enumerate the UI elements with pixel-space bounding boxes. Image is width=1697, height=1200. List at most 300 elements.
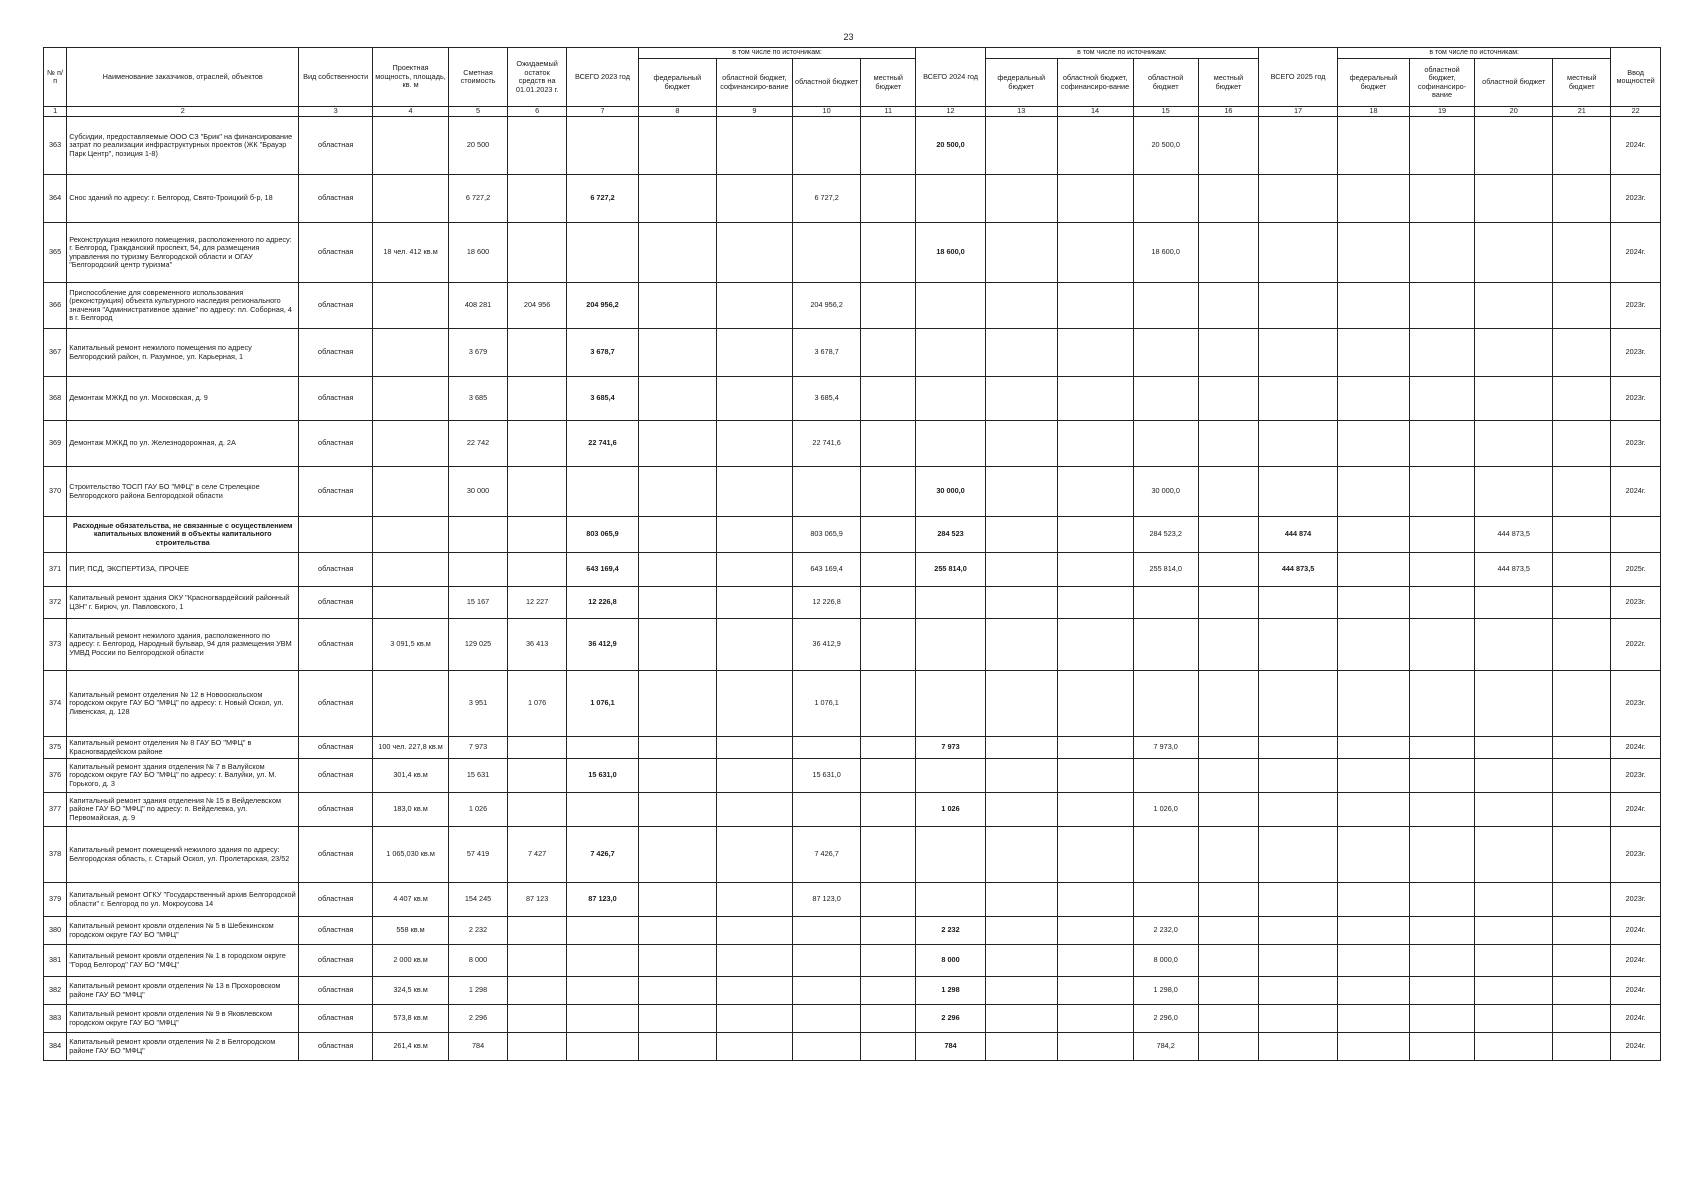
local-2025 — [1553, 587, 1611, 619]
federal-2025 — [1338, 329, 1410, 377]
regional-2024 — [1133, 587, 1198, 619]
commission-year: 2024г. — [1611, 917, 1661, 945]
total-2024 — [916, 827, 986, 883]
header-no: № п/п — [44, 48, 67, 107]
total-2023: 643 169,4 — [567, 553, 639, 587]
regional-cofin-2024 — [1057, 329, 1133, 377]
federal-2024 — [985, 977, 1057, 1005]
column-number: 14 — [1057, 107, 1133, 117]
header-capacity: Проектная мощность, площадь, кв. м — [373, 48, 449, 107]
expected-balance — [508, 917, 567, 945]
federal-2024 — [985, 827, 1057, 883]
federal-2023 — [638, 1005, 716, 1033]
total-2023 — [567, 1033, 639, 1061]
regional-cofin-2024 — [1057, 421, 1133, 467]
expected-balance — [508, 977, 567, 1005]
federal-2023 — [638, 283, 716, 329]
regional-cofin-2023 — [716, 329, 792, 377]
total-2025 — [1259, 619, 1338, 671]
regional-cofin-2024 — [1057, 737, 1133, 759]
commission-year: 2023г. — [1611, 283, 1661, 329]
ownership — [299, 517, 373, 553]
estimated-cost: 6 727,2 — [449, 175, 508, 223]
regional-cofin-2024 — [1057, 117, 1133, 175]
local-2023 — [861, 827, 916, 883]
column-number: 22 — [1611, 107, 1661, 117]
total-2024: 255 814,0 — [916, 553, 986, 587]
local-2024 — [1198, 917, 1258, 945]
header-local-2025: местный бюджет — [1553, 59, 1611, 107]
regional-2025 — [1475, 619, 1553, 671]
total-2024 — [916, 619, 986, 671]
table-row — [44, 587, 1661, 619]
total-2023: 3 685,4 — [567, 377, 639, 421]
local-2024 — [1198, 421, 1258, 467]
local-2025 — [1553, 619, 1611, 671]
regional-2023: 643 169,4 — [792, 553, 861, 587]
federal-2025 — [1338, 587, 1410, 619]
ownership: областная — [299, 553, 373, 587]
object-name: Капитальный ремонт здания отделения № 15 в Вейделевском районе ГАУ БО "МФЦ" по адресу: п. Вейделевка, ул. Первомайская, д. 9 — [67, 793, 299, 827]
estimated-cost: 57 419 — [449, 827, 508, 883]
regional-2024 — [1133, 175, 1198, 223]
federal-2024 — [985, 737, 1057, 759]
regional-2023 — [792, 917, 861, 945]
header-local-2024: местный бюджет — [1198, 59, 1258, 107]
column-number: 12 — [916, 107, 986, 117]
federal-2024 — [985, 759, 1057, 793]
total-2023 — [567, 917, 639, 945]
federal-2024 — [985, 619, 1057, 671]
regional-2023: 3 678,7 — [792, 329, 861, 377]
capacity: 301,4 кв.м — [373, 759, 449, 793]
local-2023 — [861, 759, 916, 793]
regional-cofin-2024 — [1057, 945, 1133, 977]
ownership: областная — [299, 175, 373, 223]
estimated-cost: 1 298 — [449, 977, 508, 1005]
regional-cofin-2024 — [1057, 917, 1133, 945]
ownership: областная — [299, 883, 373, 917]
federal-2025 — [1338, 883, 1410, 917]
total-2025 — [1259, 587, 1338, 619]
total-2025 — [1259, 793, 1338, 827]
commission-year: 2024г. — [1611, 977, 1661, 1005]
regional-2025 — [1475, 223, 1553, 283]
regional-2025 — [1475, 827, 1553, 883]
regional-2024 — [1133, 671, 1198, 737]
federal-2025 — [1338, 117, 1410, 175]
regional-2024: 1 298,0 — [1133, 977, 1198, 1005]
regional-cofin-2025 — [1409, 1033, 1474, 1061]
regional-2025 — [1475, 737, 1553, 759]
capacity: 18 чел. 412 кв.м — [373, 223, 449, 283]
total-2023 — [567, 977, 639, 1005]
estimated-cost: 22 742 — [449, 421, 508, 467]
local-2023 — [861, 421, 916, 467]
regional-2024 — [1133, 377, 1198, 421]
total-2024 — [916, 759, 986, 793]
commission-year: 2023г. — [1611, 329, 1661, 377]
header-regional-2024: областной бюджет — [1133, 59, 1198, 107]
estimated-cost: 2 232 — [449, 917, 508, 945]
regional-cofin-2025 — [1409, 793, 1474, 827]
regional-cofin-2024 — [1057, 283, 1133, 329]
header-sources-2025: в том числе по источникам: — [1338, 48, 1611, 59]
federal-2023 — [638, 671, 716, 737]
estimated-cost: 15 167 — [449, 587, 508, 619]
regional-2025 — [1475, 793, 1553, 827]
total-2024: 784 — [916, 1033, 986, 1061]
estimated-cost: 408 281 — [449, 283, 508, 329]
object-name: Капитальный ремонт кровли отделения № 5 в Шебекинском городском округе ГАУ БО "МФЦ" — [67, 917, 299, 945]
local-2025 — [1553, 223, 1611, 283]
commission-year: 2024г. — [1611, 117, 1661, 175]
local-2023 — [861, 619, 916, 671]
regional-cofin-2023 — [716, 517, 792, 553]
total-2023: 87 123,0 — [567, 883, 639, 917]
group-row — [44, 517, 1661, 553]
table-row — [44, 329, 1661, 377]
local-2024 — [1198, 467, 1258, 517]
expected-balance — [508, 1005, 567, 1033]
federal-2023 — [638, 587, 716, 619]
estimated-cost: 3 951 — [449, 671, 508, 737]
federal-2023 — [638, 759, 716, 793]
local-2023 — [861, 283, 916, 329]
estimated-cost: 3 679 — [449, 329, 508, 377]
total-2023 — [567, 793, 639, 827]
local-2025 — [1553, 467, 1611, 517]
regional-2024 — [1133, 759, 1198, 793]
object-name: Демонтаж МЖКД по ул. Московская, д. 9 — [67, 377, 299, 421]
capacity — [373, 283, 449, 329]
header-sources-2023: в том числе по источникам: — [638, 48, 915, 59]
table-row — [44, 977, 1661, 1005]
regional-cofin-2023 — [716, 587, 792, 619]
local-2025 — [1553, 977, 1611, 1005]
federal-2023 — [638, 1033, 716, 1061]
estimated-cost: 15 631 — [449, 759, 508, 793]
total-2023 — [567, 945, 639, 977]
federal-2023 — [638, 945, 716, 977]
local-2025 — [1553, 377, 1611, 421]
header-regional-cofin-2024: областной бюджет, софинансиро-вание — [1057, 59, 1133, 107]
capacity — [373, 671, 449, 737]
expected-balance — [508, 117, 567, 175]
expected-balance — [508, 517, 567, 553]
regional-cofin-2025 — [1409, 421, 1474, 467]
federal-2023 — [638, 827, 716, 883]
local-2024 — [1198, 223, 1258, 283]
total-2023: 803 065,9 — [567, 517, 639, 553]
total-2025 — [1259, 377, 1338, 421]
header-federal-2025: федеральный бюджет — [1338, 59, 1410, 107]
local-2024 — [1198, 1033, 1258, 1061]
table-row — [44, 553, 1661, 587]
regional-cofin-2024 — [1057, 619, 1133, 671]
federal-2025 — [1338, 827, 1410, 883]
regional-cofin-2024 — [1057, 223, 1133, 283]
ownership: областная — [299, 117, 373, 175]
total-2024 — [916, 283, 986, 329]
federal-2025 — [1338, 467, 1410, 517]
object-name: Реконструкция нежилого помещения, расположенного по адресу: г. Белгород, Гражданский проспект, 54, для размещения управления по туризму Белгородской области и ОГАУ "Белгородский центр туризма" — [67, 223, 299, 283]
capacity: 573,8 кв.м — [373, 1005, 449, 1033]
header-name: Наименование заказчиков, отраслей, объектов — [67, 48, 299, 107]
estimated-cost: 3 685 — [449, 377, 508, 421]
total-2024: 20 500,0 — [916, 117, 986, 175]
row-number: 366 — [44, 283, 67, 329]
object-name: Капитальный ремонт здания ОКУ "Красногвардейский районный ЦЗН" г. Бирюч, ул. Павловского, 1 — [67, 587, 299, 619]
expected-balance — [508, 553, 567, 587]
table-row — [44, 377, 1661, 421]
total-2024 — [916, 671, 986, 737]
estimated-cost: 129 025 — [449, 619, 508, 671]
commission-year: 2023г. — [1611, 759, 1661, 793]
regional-cofin-2024 — [1057, 793, 1133, 827]
estimated-cost — [449, 517, 508, 553]
regional-cofin-2023 — [716, 977, 792, 1005]
local-2024 — [1198, 793, 1258, 827]
object-name: Капитальный ремонт ОГКУ "Государственный архив Белгородской области" г. Белгород по ул. Мокроусова 14 — [67, 883, 299, 917]
header-total-2023: ВСЕГО 2023 год — [567, 48, 639, 107]
total-2023: 22 741,6 — [567, 421, 639, 467]
regional-cofin-2024 — [1057, 1033, 1133, 1061]
commission-year: 2023г. — [1611, 883, 1661, 917]
commission-year: 2023г. — [1611, 421, 1661, 467]
regional-cofin-2023 — [716, 283, 792, 329]
commission-year: 2024г. — [1611, 1033, 1661, 1061]
regional-2025 — [1475, 377, 1553, 421]
total-2025 — [1259, 945, 1338, 977]
federal-2023 — [638, 977, 716, 1005]
regional-cofin-2025 — [1409, 553, 1474, 587]
regional-cofin-2023 — [716, 467, 792, 517]
regional-cofin-2024 — [1057, 883, 1133, 917]
regional-2025 — [1475, 421, 1553, 467]
regional-cofin-2025 — [1409, 619, 1474, 671]
expected-balance — [508, 759, 567, 793]
local-2025 — [1553, 945, 1611, 977]
total-2025 — [1259, 1005, 1338, 1033]
commission-year: 2024г. — [1611, 1005, 1661, 1033]
regional-2023: 6 727,2 — [792, 175, 861, 223]
column-number: 17 — [1259, 107, 1338, 117]
header-regional-2023: областной бюджет — [792, 59, 861, 107]
regional-2025 — [1475, 329, 1553, 377]
ownership: областная — [299, 587, 373, 619]
table-row — [44, 1005, 1661, 1033]
total-2024: 284 523 — [916, 517, 986, 553]
regional-cofin-2025 — [1409, 671, 1474, 737]
regional-2023: 12 226,8 — [792, 587, 861, 619]
local-2024 — [1198, 737, 1258, 759]
local-2024 — [1198, 377, 1258, 421]
federal-2024 — [985, 945, 1057, 977]
regional-2024 — [1133, 421, 1198, 467]
regional-cofin-2023 — [716, 421, 792, 467]
regional-cofin-2023 — [716, 1033, 792, 1061]
regional-cofin-2025 — [1409, 759, 1474, 793]
commission-year: 2023г. — [1611, 671, 1661, 737]
regional-cofin-2024 — [1057, 175, 1133, 223]
regional-cofin-2025 — [1409, 827, 1474, 883]
local-2023 — [861, 1005, 916, 1033]
total-2025 — [1259, 117, 1338, 175]
local-2023 — [861, 329, 916, 377]
object-name: Капитальный ремонт кровли отделения № 1 в городском округе "Город Белгород" ГАУ БО "МФЦ" — [67, 945, 299, 977]
local-2025 — [1553, 671, 1611, 737]
column-number: 13 — [985, 107, 1057, 117]
local-2023 — [861, 671, 916, 737]
regional-2023 — [792, 117, 861, 175]
column-number: 5 — [449, 107, 508, 117]
total-2023 — [567, 117, 639, 175]
regional-2024 — [1133, 883, 1198, 917]
federal-2023 — [638, 377, 716, 421]
regional-2025: 444 873,5 — [1475, 517, 1553, 553]
regional-2023 — [792, 1005, 861, 1033]
ownership: областная — [299, 977, 373, 1005]
local-2024 — [1198, 945, 1258, 977]
object-name: Субсидии, предоставляемые ООО СЗ "Брик" на финансирование затрат по реализации инфраструктурных проектов (ЖК "Брауэр Парк Центр", позиция 1-8) — [67, 117, 299, 175]
total-2023 — [567, 467, 639, 517]
estimated-cost: 18 600 — [449, 223, 508, 283]
column-number: 8 — [638, 107, 716, 117]
regional-cofin-2023 — [716, 945, 792, 977]
total-2024: 1 298 — [916, 977, 986, 1005]
local-2025 — [1553, 827, 1611, 883]
commission-year: 2024г. — [1611, 737, 1661, 759]
capacity — [373, 467, 449, 517]
column-number: 10 — [792, 107, 861, 117]
estimated-cost — [449, 553, 508, 587]
total-2024 — [916, 421, 986, 467]
page-number: 23 — [843, 32, 854, 42]
local-2024 — [1198, 283, 1258, 329]
commission-year: 2025г. — [1611, 553, 1661, 587]
capacity: 183,0 кв.м — [373, 793, 449, 827]
federal-2024 — [985, 117, 1057, 175]
regional-2025 — [1475, 671, 1553, 737]
federal-2025 — [1338, 619, 1410, 671]
expected-balance — [508, 175, 567, 223]
regional-2025 — [1475, 1033, 1553, 1061]
expected-balance: 36 413 — [508, 619, 567, 671]
table-row — [44, 283, 1661, 329]
regional-cofin-2025 — [1409, 917, 1474, 945]
regional-2024: 784,2 — [1133, 1033, 1198, 1061]
federal-2024 — [985, 587, 1057, 619]
total-2024: 1 026 — [916, 793, 986, 827]
table-row — [44, 671, 1661, 737]
object-name: Демонтаж МЖКД по ул. Железнодорожная, д. 2А — [67, 421, 299, 467]
regional-2024: 255 814,0 — [1133, 553, 1198, 587]
estimated-cost: 8 000 — [449, 945, 508, 977]
table-row — [44, 117, 1661, 175]
ownership: областная — [299, 377, 373, 421]
investment-table — [43, 47, 1661, 1061]
object-name: Капитальный ремонт нежилого помещения по адресу Белгородский район, п. Разумное, ул. Карьерная, 1 — [67, 329, 299, 377]
ownership: областная — [299, 737, 373, 759]
local-2025 — [1553, 421, 1611, 467]
row-number: 370 — [44, 467, 67, 517]
regional-cofin-2025 — [1409, 117, 1474, 175]
commission-year: 2023г. — [1611, 587, 1661, 619]
row-number: 380 — [44, 917, 67, 945]
local-2025 — [1553, 329, 1611, 377]
capacity: 2 000 кв.м — [373, 945, 449, 977]
table-row — [44, 759, 1661, 793]
total-2025 — [1259, 671, 1338, 737]
federal-2023 — [638, 517, 716, 553]
total-2024: 8 000 — [916, 945, 986, 977]
header-sources-2024: в том числе по источникам: — [985, 48, 1258, 59]
regional-2025 — [1475, 917, 1553, 945]
local-2023 — [861, 553, 916, 587]
total-2025 — [1259, 977, 1338, 1005]
table-row — [44, 467, 1661, 517]
total-2023: 3 678,7 — [567, 329, 639, 377]
local-2023 — [861, 945, 916, 977]
header-regional-2025: областной бюджет — [1475, 59, 1553, 107]
capacity — [373, 587, 449, 619]
local-2024 — [1198, 671, 1258, 737]
ownership: областная — [299, 223, 373, 283]
total-2024 — [916, 175, 986, 223]
estimated-cost: 154 245 — [449, 883, 508, 917]
federal-2023 — [638, 553, 716, 587]
commission-year: 2024г. — [1611, 793, 1661, 827]
regional-cofin-2023 — [716, 917, 792, 945]
federal-2025 — [1338, 1005, 1410, 1033]
regional-2025 — [1475, 283, 1553, 329]
federal-2024 — [985, 793, 1057, 827]
column-number: 6 — [508, 107, 567, 117]
table-row — [44, 945, 1661, 977]
local-2024 — [1198, 175, 1258, 223]
local-2025 — [1553, 883, 1611, 917]
row-number: 384 — [44, 1033, 67, 1061]
local-2024 — [1198, 117, 1258, 175]
estimated-cost: 1 026 — [449, 793, 508, 827]
total-2023: 204 956,2 — [567, 283, 639, 329]
local-2024 — [1198, 759, 1258, 793]
federal-2025 — [1338, 223, 1410, 283]
federal-2025 — [1338, 945, 1410, 977]
local-2024 — [1198, 619, 1258, 671]
regional-cofin-2025 — [1409, 1005, 1474, 1033]
column-number: 19 — [1409, 107, 1474, 117]
object-name: Приспособление для современного использования (реконструкция) объекта культурного наследия регионального значения "Административное здание" по адресу: пл. Соборная, 4 в г. Белгород — [67, 283, 299, 329]
regional-cofin-2024 — [1057, 759, 1133, 793]
total-2024 — [916, 587, 986, 619]
regional-cofin-2025 — [1409, 223, 1474, 283]
row-number: 368 — [44, 377, 67, 421]
column-number: 20 — [1475, 107, 1553, 117]
local-2024 — [1198, 587, 1258, 619]
ownership: областная — [299, 1033, 373, 1061]
local-2025 — [1553, 1005, 1611, 1033]
regional-cofin-2024 — [1057, 977, 1133, 1005]
regional-2024: 2 296,0 — [1133, 1005, 1198, 1033]
local-2025 — [1553, 553, 1611, 587]
federal-2023 — [638, 883, 716, 917]
header-federal-2023: федеральный бюджет — [638, 59, 716, 107]
local-2025 — [1553, 1033, 1611, 1061]
local-2025 — [1553, 517, 1611, 553]
header-regional-cofin-2023: областной бюджет, софинансиро-вание — [716, 59, 792, 107]
